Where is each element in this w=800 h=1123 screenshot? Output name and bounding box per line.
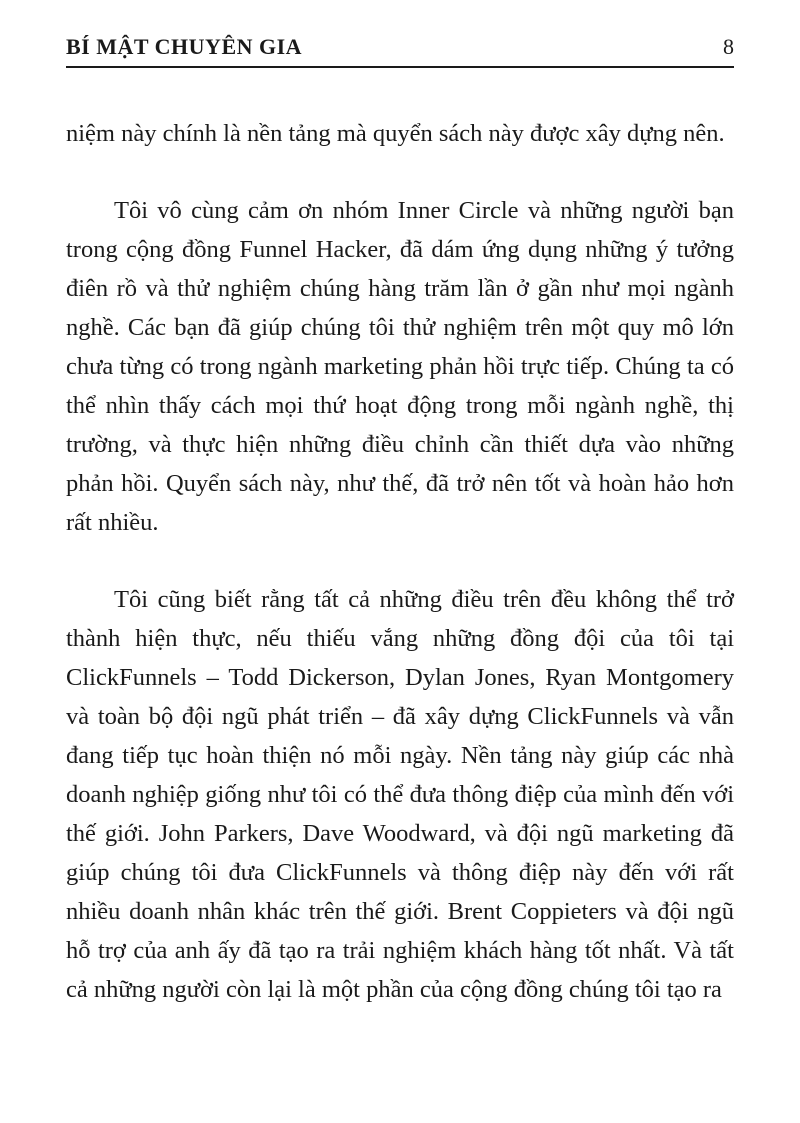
page-number: 8 — [723, 34, 734, 59]
book-title: BÍ MẬT CHUYÊN GIA — [66, 34, 303, 59]
paragraph-acknowledgement-inner-circle: Tôi vô cùng cảm ơn nhóm Inner Circle và những người bạn trong cộng đồng Funnel Hacker, đã dám ứng dụng những ý tưởng điên rồ và thử nghiệm chúng hàng trăm lần ở gần như mọi ngành nghề. Các bạn đã giúp chúng tôi thử nghiệm trên một quy mô lớn chưa từng có trong ngành marketing phản hồi trực tiếp. Chúng ta có thể nhìn thấy cách mọi thứ hoạt động trong mỗi ngành nghề, thị trường, và thực hiện những điều chỉnh cần thiết dựa vào những phản hồi. Quyển sách này, như thế, đã trở nên tốt và hoàn hảo hơn rất nhiều. — [66, 197, 734, 536]
running-header — [66, 26, 734, 68]
body-text — [66, 114, 734, 1009]
paragraph-acknowledgement-team: Tôi cũng biết rằng tất cả những điều trên đều không thể trở thành hiện thực, nếu thiếu vắng những đồng đội của tôi tại ClickFunnels – Todd Dickerson, Dylan Jones, Ryan Montgomery và toàn bộ đội ngũ phát triển – đã xây dựng ClickFunnels và vẫn đang tiếp tục hoàn thiện nó mỗi ngày. Nền tảng này giúp các nhà doanh nghiệp giống như tôi có thể đưa thông điệp của mình đến với thế giới. John Parkers, Dave Woodward, và đội ngũ marketing đã giúp chúng tôi đưa ClickFunnels và thông điệp này đến với rất nhiều doanh nhân khác trên thế giới. Brent Coppieters và đội ngũ hỗ trợ của anh ấy đã tạo ra trải nghiệm khách hàng tốt nhất. Và tất cả những người còn lại là một phần của cộng đồng chúng tôi tạo ra — [66, 586, 734, 1003]
paragraph-continuation: niệm này chính là nền tảng mà quyển sách này được xây dựng nên. — [66, 120, 725, 147]
